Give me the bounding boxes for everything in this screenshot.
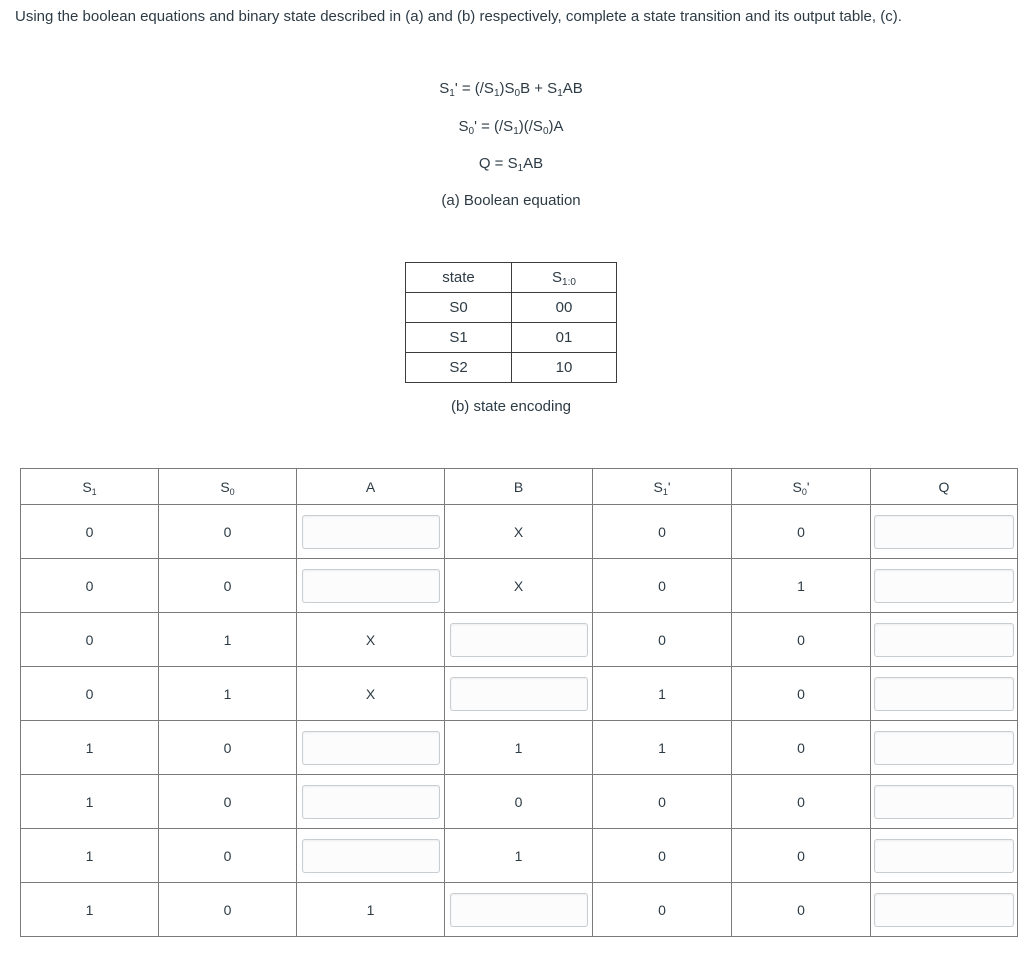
answer-cell-a xyxy=(297,775,445,829)
transition-header-row xyxy=(21,469,1018,505)
table-row xyxy=(21,721,1018,775)
header-s0: $S_0$ xyxy=(159,469,297,505)
answer-input-q[interactable] xyxy=(874,623,1014,657)
cell-s0-next: 0 xyxy=(732,883,871,937)
question-text: Using the boolean equations and binary state described in (a) and (b) respectively, complete a state transition and its output table, (c). xyxy=(15,8,902,25)
cell-b: X xyxy=(445,559,593,613)
cell-s1-next: 0 xyxy=(593,559,732,613)
cell-s1: 0 xyxy=(21,559,159,613)
cell-a: X xyxy=(297,667,445,721)
cell-s0: 0 xyxy=(159,829,297,883)
state-encoding-table xyxy=(405,262,617,383)
cell-b: 1 xyxy=(445,721,593,775)
cell-b: X xyxy=(445,505,593,559)
state-cell: S0 xyxy=(406,293,512,323)
cell-s0-next: 0 xyxy=(732,721,871,775)
cell-s0: 0 xyxy=(159,883,297,937)
header-s1-next: $S_1'$ xyxy=(593,469,732,505)
cell-s1-next: 0 xyxy=(593,883,732,937)
cell-s1-next: 1 xyxy=(593,667,732,721)
cell-s0-next: 0 xyxy=(732,829,871,883)
cell-s0: 0 xyxy=(159,721,297,775)
state-encoding-row xyxy=(406,353,617,383)
answer-cell-q xyxy=(871,883,1018,937)
equation-q: $Q = S_1AB$ xyxy=(478,155,544,174)
cell-s0-next: 1 xyxy=(732,559,871,613)
state-cell: S1 xyxy=(406,323,512,353)
header-a: A xyxy=(297,469,445,505)
table-row xyxy=(21,829,1018,883)
answer-cell-a xyxy=(297,559,445,613)
code-header: $S_{1:0}$ xyxy=(512,263,617,293)
header-q: Q xyxy=(871,469,1018,505)
answer-input-q[interactable] xyxy=(874,515,1014,549)
answer-input-q[interactable] xyxy=(874,569,1014,603)
code-cell: 00 xyxy=(512,293,617,323)
table-row xyxy=(21,559,1018,613)
answer-cell-q xyxy=(871,775,1018,829)
answer-input-a[interactable] xyxy=(302,839,440,873)
answer-cell-a xyxy=(297,505,445,559)
cell-s1: 1 xyxy=(21,721,159,775)
answer-cell-q xyxy=(871,667,1018,721)
answer-input-q[interactable] xyxy=(874,785,1014,819)
cell-s0-next: 0 xyxy=(732,775,871,829)
cell-s0: 0 xyxy=(159,505,297,559)
state-encoding-row xyxy=(406,293,617,323)
state-header: state xyxy=(406,263,512,293)
answer-cell-b xyxy=(445,883,593,937)
table-row xyxy=(21,775,1018,829)
cell-s1-next: 1 xyxy=(593,721,732,775)
answer-cell-q xyxy=(871,505,1018,559)
cell-s1: 1 xyxy=(21,883,159,937)
cell-s0-next: 0 xyxy=(732,667,871,721)
answer-cell-b xyxy=(445,667,593,721)
cell-s1-next: 0 xyxy=(593,775,732,829)
cell-s1: 0 xyxy=(21,613,159,667)
cell-s0-next: 0 xyxy=(732,505,871,559)
answer-input-q[interactable] xyxy=(874,893,1014,927)
cell-b: 1 xyxy=(445,829,593,883)
answer-input-q[interactable] xyxy=(874,731,1014,765)
equation-caption: (a) Boolean equation xyxy=(441,192,581,209)
cell-a: X xyxy=(297,613,445,667)
table-row xyxy=(21,613,1018,667)
answer-input-b[interactable] xyxy=(450,677,588,711)
answer-cell-q xyxy=(871,613,1018,667)
answer-cell-q xyxy=(871,829,1018,883)
table-row xyxy=(21,667,1018,721)
answer-cell-q xyxy=(871,721,1018,775)
answer-cell-a xyxy=(297,829,445,883)
table-row xyxy=(21,883,1018,937)
answer-cell-q xyxy=(871,559,1018,613)
answer-input-a[interactable] xyxy=(302,515,440,549)
cell-s0-next: 0 xyxy=(732,613,871,667)
cell-s1-next: 0 xyxy=(593,505,732,559)
cell-s0: 0 xyxy=(159,775,297,829)
state-transition-table xyxy=(20,468,1018,937)
equation-s1-next: $S_1' = (/S_1)S_0B + S_1AB$ xyxy=(439,80,583,99)
code-cell: 01 xyxy=(512,323,617,353)
cell-s1: 0 xyxy=(21,667,159,721)
answer-input-a[interactable] xyxy=(302,731,440,765)
header-s0-next: $S_0'$ xyxy=(732,469,871,505)
answer-input-b[interactable] xyxy=(450,623,588,657)
answer-input-a[interactable] xyxy=(302,569,440,603)
answer-input-a[interactable] xyxy=(302,785,440,819)
answer-cell-b xyxy=(445,613,593,667)
cell-s1-next: 0 xyxy=(593,829,732,883)
table-row xyxy=(21,505,1018,559)
cell-a: 1 xyxy=(297,883,445,937)
cell-s1: 0 xyxy=(21,505,159,559)
equation-s0-next: $S_0' = (/S_1)(/S_0)A$ xyxy=(458,118,564,137)
answer-input-b[interactable] xyxy=(450,893,588,927)
cell-s0: 1 xyxy=(159,667,297,721)
header-s1: $S_1$ xyxy=(21,469,159,505)
state-cell: S2 xyxy=(406,353,512,383)
cell-s1: 1 xyxy=(21,775,159,829)
state-encoding-caption: (b) state encoding xyxy=(450,398,572,415)
state-encoding-header-row xyxy=(406,263,617,293)
cell-s0: 0 xyxy=(159,559,297,613)
answer-cell-a xyxy=(297,721,445,775)
answer-input-q[interactable] xyxy=(874,839,1014,873)
cell-s1: 1 xyxy=(21,829,159,883)
state-encoding-row xyxy=(406,323,617,353)
answer-input-q[interactable] xyxy=(874,677,1014,711)
cell-s1-next: 0 xyxy=(593,613,732,667)
cell-s0: 1 xyxy=(159,613,297,667)
code-cell: 10 xyxy=(512,353,617,383)
cell-b: 0 xyxy=(445,775,593,829)
header-b: B xyxy=(445,469,593,505)
